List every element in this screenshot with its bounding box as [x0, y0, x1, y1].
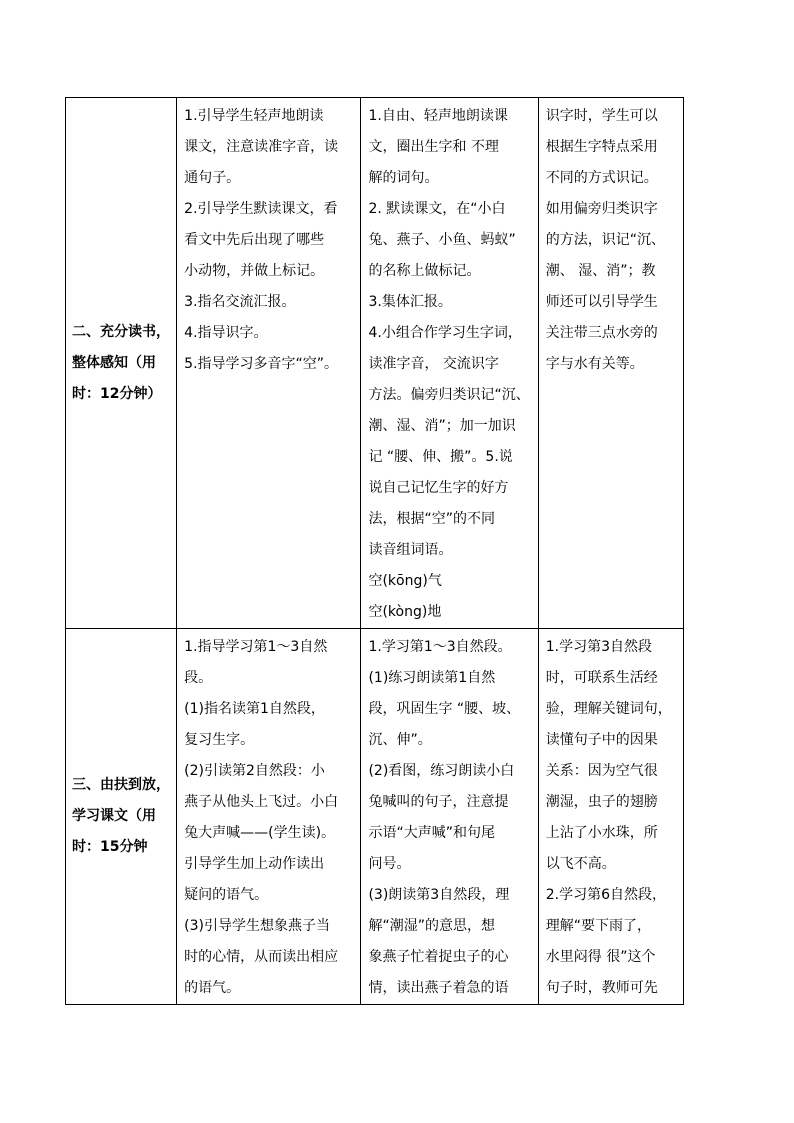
text-line: 文，圈出生字和 不理	[368, 139, 499, 155]
text-line: 问号。	[368, 856, 411, 872]
text-line: 时：15分钟	[72, 839, 148, 855]
text-line: 句子时，教师可先	[545, 980, 658, 996]
text-line: 的方法，识记“沉、	[545, 232, 666, 248]
text-line: 3.集体汇报。	[368, 294, 452, 310]
text-line: 2.引导学生默读课文，看	[184, 201, 338, 217]
text-line: 复习生字。	[184, 732, 255, 748]
text-line: 二、充分读书，	[72, 323, 170, 340]
text-line: 课文，注意读准字音，读	[184, 139, 339, 155]
text-line: 解的词句。	[368, 170, 439, 186]
student-activity-cell	[361, 98, 538, 629]
text-line: 兔、燕子、小鱼、蚂蚁”	[368, 232, 516, 248]
text-line: 4.小组合作学习生字词，	[368, 325, 522, 341]
text-line: 时，可联系生活经	[545, 670, 658, 686]
text-line: (1)练习朗读第1自然	[368, 670, 496, 686]
text-line: 水里闷得 很”这个	[545, 949, 656, 965]
design-notes-cell	[538, 629, 683, 1005]
text-line: 小动物，并做上标记。	[184, 263, 325, 279]
text-line: 兔大声喊——(学生读)。	[184, 825, 336, 841]
text-line: 验，理解关键词句，	[545, 701, 672, 717]
text-line: (3)朗读第3自然段，理	[368, 887, 510, 903]
text-line: (1)指名读第1自然段，	[184, 701, 325, 717]
text-line: 1.自由、轻声地朗读课	[368, 108, 508, 124]
text-line: 时：12分钟）	[72, 385, 162, 402]
text-line: 三、由扶到放，	[72, 777, 170, 793]
text-line: 疑问的语气。	[184, 887, 269, 903]
text-line: 方法。偏旁归类识记“沉、	[368, 387, 530, 403]
table-row	[66, 98, 684, 629]
text-line: 说自己记忆生字的好方	[368, 480, 509, 496]
text-line: 不同的方式识记。	[545, 170, 658, 186]
text-line: 燕子从他头上飞过。小白	[184, 794, 339, 810]
text-line: 2. 默读课文，在“小白	[368, 201, 506, 217]
stage-cell	[66, 98, 177, 629]
text-line: 潮、湿、消”；加一加识	[368, 418, 516, 434]
text-line: 4.指导识字。	[184, 325, 268, 341]
text-line: 空(kōng)气	[368, 573, 442, 589]
text-line: 空(kòng)地	[368, 604, 442, 620]
lesson-plan-table	[65, 97, 684, 1005]
text-line: 根据生字特点采用	[545, 139, 658, 155]
text-line: 看文中先后出现了哪些	[184, 232, 325, 248]
text-line: 识字时，学生可以	[545, 108, 658, 124]
text-line: 读懂句子中的因果	[545, 732, 658, 748]
text-line: 记 “腰、伸、搬”。5.说	[368, 449, 513, 465]
text-line: 1.引导学生轻声地朗读	[184, 108, 324, 124]
text-line: 段，巩固生字 “腰、坡、	[368, 701, 521, 717]
text-line: 1.学习第1～3自然段。	[368, 639, 512, 655]
text-line: 法，根据“空”的不同	[368, 511, 495, 527]
text-line: 潮湿，虫子的翅膀	[545, 794, 658, 810]
text-line: 3.指名交流汇报。	[184, 294, 296, 310]
text-line: 上沾了小水珠，所	[545, 825, 658, 841]
text-line: 引导学生加上动作读出	[184, 856, 325, 872]
text-line: 2.学习第6自然段，	[545, 887, 667, 903]
text-line: 关注带三点水旁的	[545, 325, 658, 341]
text-line: 学习课文（用	[72, 808, 156, 824]
text-line: 读准字音， 交流识字	[368, 356, 499, 372]
text-line: 师还可以引导学生	[545, 294, 658, 310]
text-line: 关系：因为空气很	[545, 763, 658, 779]
student-activity-cell	[361, 629, 538, 1005]
text-line: 段。	[184, 670, 213, 686]
text-line: 理解“要下雨了，	[545, 918, 652, 934]
stage-cell	[66, 629, 177, 1005]
text-line: (2)看图，练习朗读小白	[368, 763, 515, 779]
text-line: 如用偏旁归类识字	[545, 201, 658, 217]
text-line: (2)引读第2自然段：小	[184, 763, 325, 779]
text-line: 1.指导学习第1～3自然	[184, 639, 328, 655]
text-line: 示语“大声喊”和句尾	[368, 825, 495, 841]
text-line: 情，读出燕子着急的语	[368, 980, 509, 996]
text-line: 时的心情，从而读出相应	[184, 949, 339, 965]
text-line: (3)引导学生想象燕子当	[184, 918, 331, 934]
teacher-activity-cell	[177, 98, 361, 629]
text-line: 1.学习第3自然段	[545, 639, 653, 655]
design-notes-cell	[538, 98, 683, 629]
text-line: 字与水有关等。	[545, 356, 644, 372]
text-line: 以飞不高。	[545, 856, 616, 872]
text-line: 潮、 湿、消”；教	[545, 263, 656, 279]
teacher-activity-cell	[177, 629, 361, 1005]
text-line: 沉、伸”。	[368, 732, 432, 748]
text-line: 的语气。	[184, 980, 241, 996]
text-line: 通句子。	[184, 170, 241, 186]
text-line: 的名称上做标记。	[368, 263, 481, 279]
text-line: 兔喊叫的句子，注意提	[368, 794, 509, 810]
table-row	[66, 629, 684, 1005]
text-line: 整体感知（用	[72, 354, 156, 371]
text-line: 解“潮湿”的意思，想	[368, 918, 495, 934]
text-line: 读音组词语。	[368, 542, 453, 558]
text-line: 象燕子忙着捉虫子的心	[368, 949, 509, 965]
text-line: 5.指导学习多音字“空”。	[184, 356, 339, 372]
